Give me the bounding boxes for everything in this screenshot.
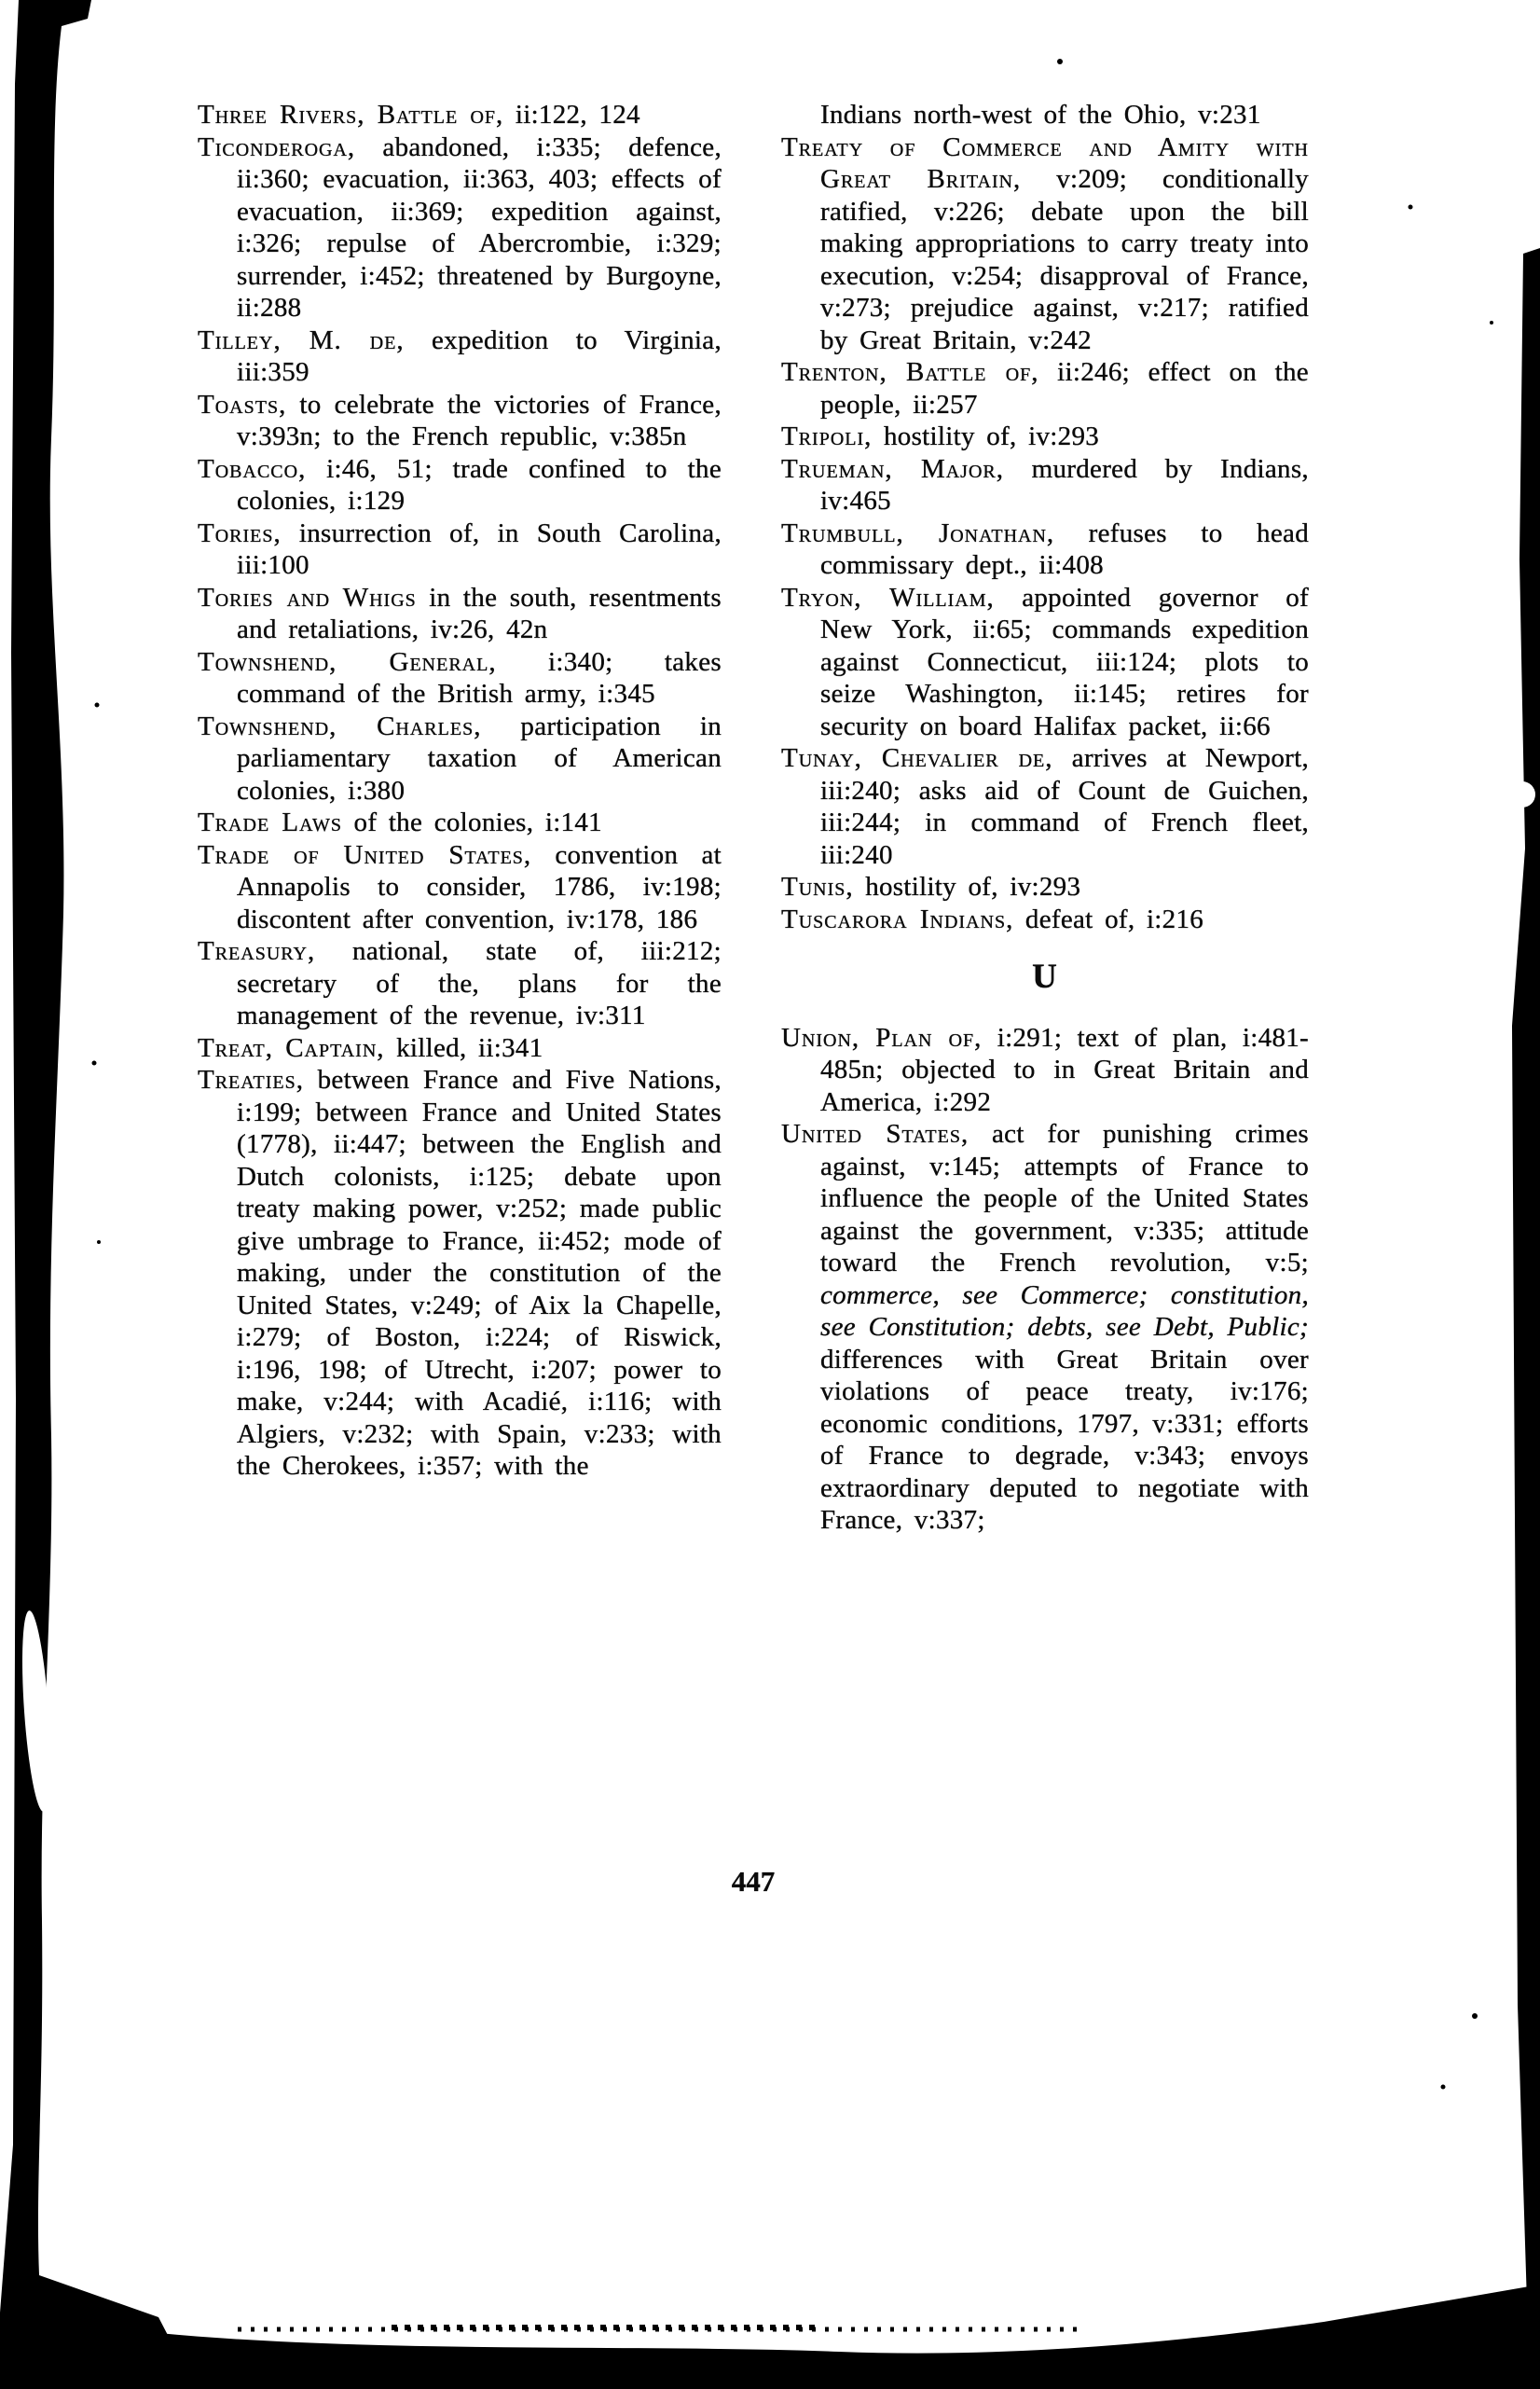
index-entry bbox=[198, 839, 722, 936]
entry-text: between France and Five Nations, i:199; between France and United States (1778), ii:447; between the English and Dutch colonists, i:125; debate upon treaty making power, v:252; made public give umbrage to France, ii:452; mode of making, under the constitution of the United States, v:249; of Aix la Chapelle, i:279; of Boston, i:224; of Riswick, i:196, 198; of Utrecht, i:207; power to make, v:244; with Acadié, i:116; with Algiers, v:232; with Spain, v:233; with the Cherokees, i:357; with the bbox=[237, 1065, 722, 1481]
entry-headword: Tuscarora Indians, bbox=[781, 904, 1014, 934]
entry-text: act for punishing crimes against, v:145; attempts of France to influence the people of the United States against the government, v:335; attitude toward the French revolution, v:5; bbox=[820, 1119, 1309, 1277]
entry-headword: Union, Plan of, bbox=[781, 1022, 983, 1053]
entry-text: arrives at Newport, iii:240; asks aid of Count de Guichen, iii:244; in command of French fleet, iii:240 bbox=[820, 743, 1309, 870]
ink-speck bbox=[97, 1240, 101, 1244]
section-heading-U: U bbox=[1032, 958, 1058, 996]
index-entry bbox=[198, 807, 722, 839]
index-entry bbox=[781, 356, 1309, 421]
entry-text: hostility of, iv:293 bbox=[872, 421, 1100, 451]
ink-speck bbox=[95, 703, 100, 708]
entry-text: murdered by Indians, iv:465 bbox=[820, 453, 1309, 516]
entry-headword: United States, bbox=[781, 1119, 969, 1149]
entry-headword: Trade of United States, bbox=[198, 839, 532, 870]
entry-headword: Tripoli, bbox=[781, 421, 873, 451]
entry-text: i:340; takes command of the British army, i:345 bbox=[237, 646, 722, 709]
entry-text: hostility of, iv:293 bbox=[853, 872, 1081, 902]
entry-headword: Toasts, bbox=[198, 389, 287, 420]
index-entry bbox=[781, 582, 1309, 743]
scan-edge-artifact-right bbox=[1512, 248, 1540, 2303]
index-entry bbox=[781, 904, 1309, 936]
index-entry bbox=[781, 871, 1309, 904]
entry-text: refuses to head commissary dept., ii:408 bbox=[820, 518, 1309, 580]
entry-headword: Townshend, General, bbox=[198, 646, 497, 677]
entry-text: i:291; text of plan, i:481-485n; objected to in Great Britain and America, i:292 bbox=[820, 1022, 1309, 1117]
entry-headword: Tilley, M. de, bbox=[198, 325, 405, 355]
ink-speck bbox=[1409, 205, 1413, 210]
entry-text: to celebrate the victories of France, v:393n; to the French republic, v:385n bbox=[237, 389, 722, 451]
entry-headword: Treat, Captain, bbox=[198, 1032, 385, 1063]
index-entry bbox=[198, 453, 722, 518]
ink-speck bbox=[1490, 321, 1493, 325]
entry-text: ii:246; effect on the people, ii:257 bbox=[820, 357, 1309, 420]
entry-headword: Tunay, Chevalier de, bbox=[781, 743, 1053, 773]
entry-text: Indians north-west of the Ohio, v:231 bbox=[820, 100, 1261, 130]
entry-headword: Trenton, Battle of, bbox=[781, 357, 1039, 387]
entry-headword: Tunis, bbox=[781, 872, 854, 902]
entry-text: commerce, see Commerce; constitution, see Constitution; debts, see Debt, Public; bbox=[820, 1279, 1309, 1342]
entry-text: expedition to Virginia, iii:359 bbox=[237, 325, 722, 387]
entry-text: i:46, 51; trade confined to the colonies, i:129 bbox=[237, 453, 722, 516]
index-entry bbox=[781, 518, 1309, 582]
right-column bbox=[781, 99, 1309, 1537]
entry-text: of the colonies, i:141 bbox=[341, 808, 602, 837]
entry-headword: Treasury, bbox=[198, 936, 316, 966]
index-entry bbox=[198, 1064, 722, 1483]
page-number: 447 bbox=[731, 1865, 776, 1898]
index-entry bbox=[781, 453, 1309, 518]
index-entry bbox=[781, 131, 1309, 357]
entry-headword: Tryon, William, bbox=[781, 582, 995, 613]
index-entry bbox=[198, 518, 722, 582]
index-entry bbox=[781, 742, 1309, 871]
entry-text: differences with Great Britain over violations of peace treaty, iv:176; economic conditions, 1797, v:331; efforts of France to degrade, v:343; envoys extraordinary deputed to negotiate with France, v:337; bbox=[820, 1344, 1309, 1535]
entry-headword: Trumbull, Jonathan, bbox=[781, 518, 1055, 548]
ink-speck bbox=[92, 1061, 97, 1066]
entry-text: killed, ii:341 bbox=[384, 1032, 543, 1063]
ink-speck bbox=[1441, 2085, 1446, 2090]
index-entry bbox=[198, 582, 722, 646]
right-column-bottom bbox=[781, 1022, 1309, 1537]
scan-edge-notch bbox=[1509, 781, 1535, 808]
entry-headword: Treaty of Commerce and Amity with Great Britain, bbox=[781, 131, 1309, 194]
entry-text: v:209; conditionally ratified, v:226; debate upon the bill making appropriations to carry treaty into execution, v:254; disapproval of France, v:273; prejudice against, v:217; ratified by Great Britain, v:242 bbox=[820, 164, 1309, 355]
index-entry bbox=[198, 99, 722, 131]
scan-gutter-artifact-left bbox=[0, 0, 196, 2389]
entry-text: participation in parliamentary taxation of American colonies, i:380 bbox=[237, 711, 722, 806]
entry-text: appointed governor of New York, ii:65; commands expedition against Connecticut, iii:124; plots to seize Washington, ii:145; retires for security on board Halifax packet, ii:66 bbox=[820, 582, 1309, 741]
index-entry bbox=[198, 646, 722, 711]
entry-headword: Treaties, bbox=[198, 1065, 304, 1095]
entry-text: abandoned, i:335; defence, ii:360; evacuation, ii:363, 403; effects of evacuation, ii:369; expedition against, i:326; repulse of Abercrombie, i:329; surrender, i:452; threatened by Burgoyne, ii:288 bbox=[237, 131, 722, 323]
index-entry bbox=[781, 421, 1309, 453]
left-column bbox=[198, 99, 722, 1483]
scan-bottom-artifact bbox=[0, 2285, 1540, 2389]
index-entry bbox=[198, 1032, 722, 1065]
index-entry bbox=[198, 711, 722, 808]
index-entry-continuation bbox=[781, 99, 1309, 131]
entry-headword: Townshend, Charles, bbox=[198, 711, 482, 741]
entry-headword: Tories and Whigs bbox=[198, 582, 417, 613]
index-entry bbox=[198, 935, 722, 1032]
entry-text: insurrection of, in South Carolina, iii:100 bbox=[237, 518, 722, 580]
ink-speck bbox=[1057, 59, 1063, 64]
entry-headword: Three Rivers, Battle of, bbox=[198, 100, 504, 130]
scan-gutter-highlight bbox=[17, 1609, 55, 1812]
entry-text: in the south, resentments and retaliations, iv:26, 42n bbox=[237, 582, 722, 644]
right-column-top bbox=[781, 99, 1309, 935]
ink-speck bbox=[1472, 2013, 1478, 2019]
index-entry bbox=[781, 1022, 1309, 1119]
index-entry bbox=[198, 131, 722, 325]
entry-headword: Trueman, Major, bbox=[781, 453, 1004, 484]
entry-text: convention at Annapolis to consider, 1786, iv:198; discontent after convention, iv:178, 186 bbox=[237, 839, 722, 934]
entry-text: national, state of, iii:212; secretary of the, plans for the management of the revenue, iv:311 bbox=[237, 936, 722, 1030]
index-entry bbox=[198, 325, 722, 389]
index-entry bbox=[198, 389, 722, 453]
entry-text: defeat of, i:216 bbox=[1013, 904, 1204, 934]
entry-headword: Trade Laws bbox=[198, 808, 342, 837]
entry-text: ii:122, 124 bbox=[503, 100, 640, 130]
entry-headword: Ticonderoga, bbox=[198, 131, 356, 162]
entry-headword: Tobacco, bbox=[198, 453, 307, 484]
index-entry bbox=[781, 1118, 1309, 1537]
entry-headword: Tories, bbox=[198, 518, 282, 548]
